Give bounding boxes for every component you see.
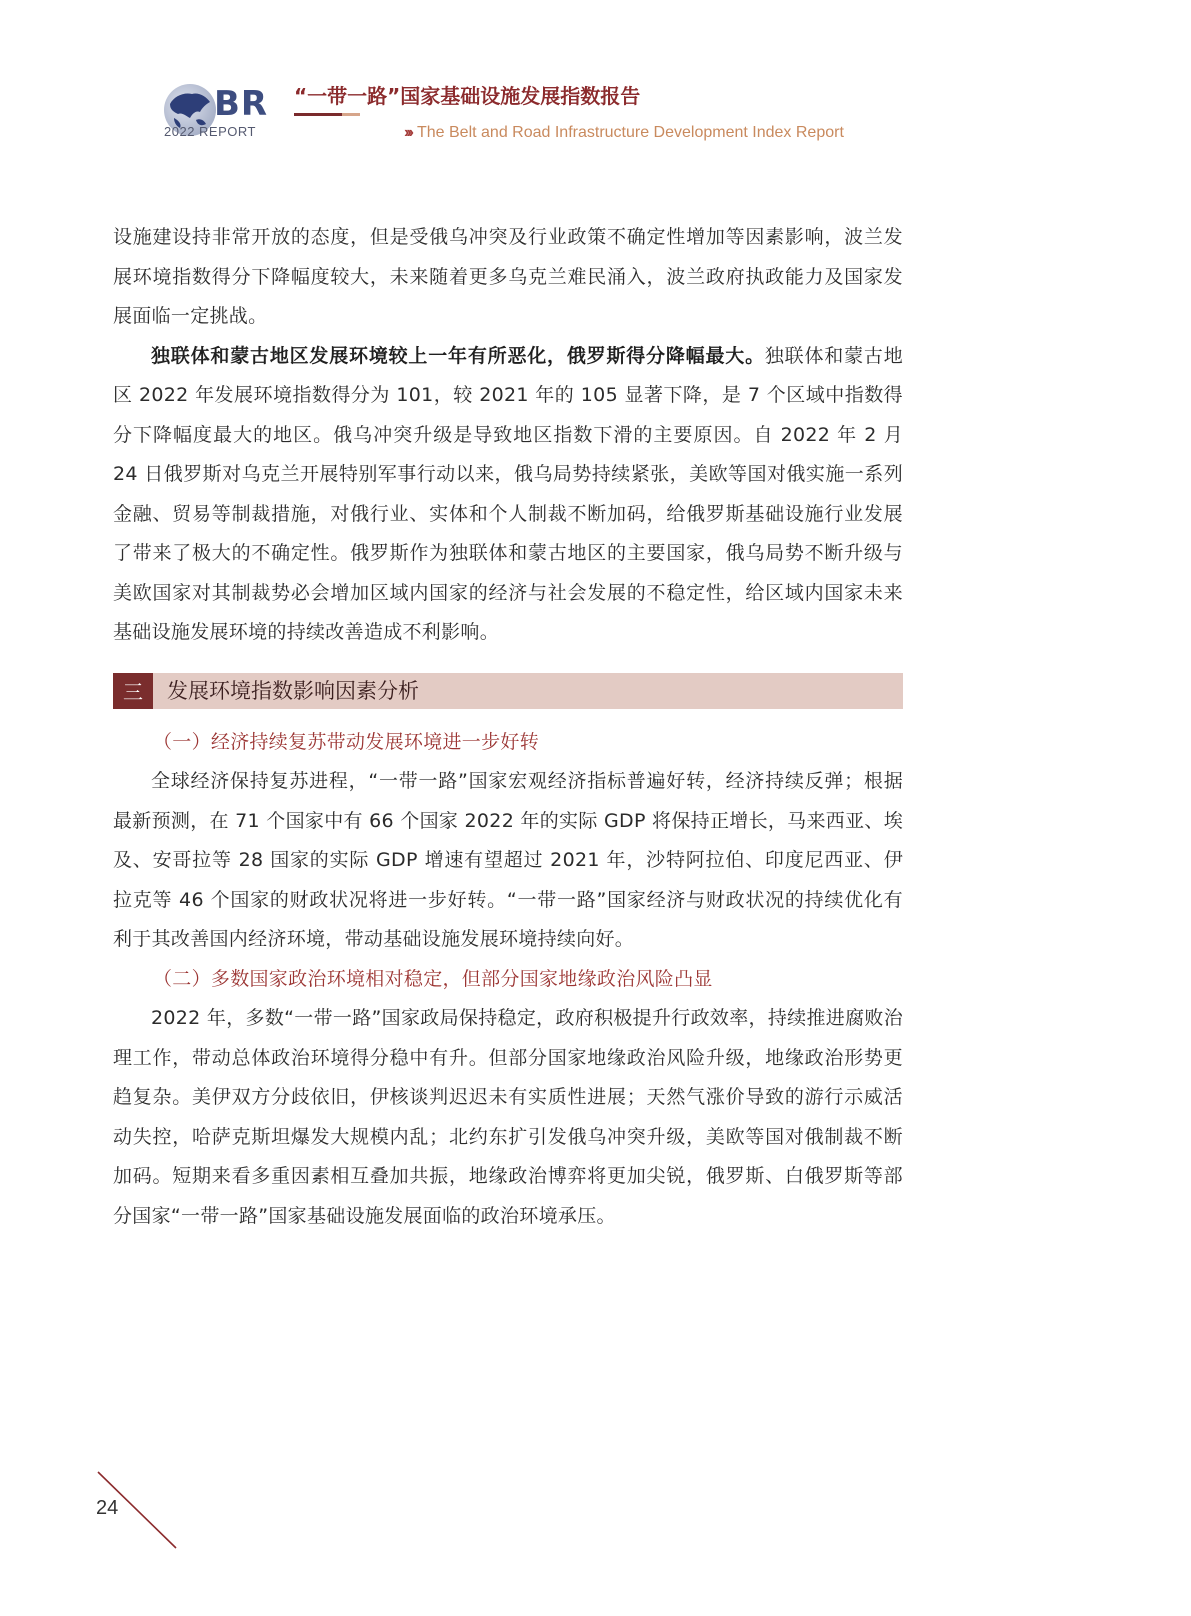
title-rule-dark — [294, 113, 342, 116]
subheading-politics: （二）多数国家政治环境相对稳定，但部分国家地缘政治风险凸显 — [153, 967, 713, 990]
logo-subtitle: 2022 REPORT — [164, 124, 256, 139]
paragraph-lead-bold: 独联体和蒙古地区发展环境较上一年有所恶化，俄罗斯得分降幅最大。 — [151, 344, 765, 367]
paragraph-cis-mongolia — [113, 337, 903, 653]
logo-wordmark: BR — [214, 84, 269, 124]
title-rule-light — [342, 113, 360, 116]
report-subtitle-en — [404, 122, 844, 144]
subheading-economy: （一）经济持续复苏带动发展环境进一步好转 — [153, 730, 540, 753]
paragraph-economy: 全球经济保持复苏进程，“一带一路”国家宏观经济指标普遍好转，经济持续反弹；根据最新预测，在 71 个国家中有 66 个国家 2022 年的实际 GDP 将保持正增长，马来西亚、埃及、安哥拉等 28 国家的实际 GDP 增速有望超过 2021 年，沙特阿拉伯、印度尼西亚、伊拉克等 46 个国家的财政状况将进一步好转。“一带一路”国家经济与财政状况的持续优化有利于其改善国内经济环境，带动基础设施发展环境持续向好。 — [113, 770, 903, 950]
section-header — [113, 673, 903, 709]
section-number: 三 — [113, 673, 153, 709]
chevrons-icon: ››› — [404, 124, 411, 141]
paragraph-politics: 2022 年，多数“一带一路”国家政局保持稳定，政府积极提升行政效率，持续推进腐败治理工作，带动总体政治环境得分稳中有升。但部分国家地缘政治风险升级，地缘政治形势更趋复杂。美伊双方分歧依旧，伊核谈判迟迟未有实质性进展；天然气涨价导致的游行示威活动失控，哈萨克斯坦爆发大规模内乱；北约东扩引发俄乌冲突升级，美欧等国对俄制裁不断加码。短期来看多重因素相互叠加共振，地缘政治博弈将更加尖锐，俄罗斯、白俄罗斯等部分国家“一带一路”国家基础设施发展面临的政治环境承压。 — [113, 1007, 903, 1227]
page-content — [113, 218, 903, 1236]
page-number: 24 — [96, 1497, 119, 1519]
section-title: 发展环境指数影响因素分析 — [167, 678, 419, 703]
subtitle-en-text: The Belt and Road Infrastructure Development Index Report — [416, 124, 844, 141]
report-title: “一带一路”国家基础设施发展指数报告 — [294, 84, 641, 108]
paragraph-body: 独联体和蒙古地区 2022 年发展环境指数得分为 101，较 2021 年的 105 显著下降，是 7 个区域中指数得分下降幅度最大的地区。俄乌冲突升级是导致地区指数下滑的主要原因。自 2022 年 2 月 24 日俄罗斯对乌克兰开展特别军事行动以来，俄乌局势持续紧张，美欧等国对俄实施一系列金融、贸易等制裁措施，对俄行业、实体和个人制裁不断加码，给俄罗斯基础设施行业发展了带来了极大的不确定性。俄罗斯作为独联体和蒙古地区的主要国家，俄乌局势不断升级与美欧国家对其制裁势必会增加区域内国家的经济与社会发展的不稳定性，给区域内国家未来基础设施发展环境的持续改善造成不利影响。 — [113, 344, 903, 643]
report-logo — [160, 82, 270, 142]
paragraph-poland: 设施建设持非常开放的态度，但是受俄乌冲突及行业政策不确定性增加等因素影响，波兰发展环境指数得分下降幅度较大，未来随着更多乌克兰难民涌入，波兰政府执政能力及国家发展面临一定挑战。 — [113, 226, 903, 327]
